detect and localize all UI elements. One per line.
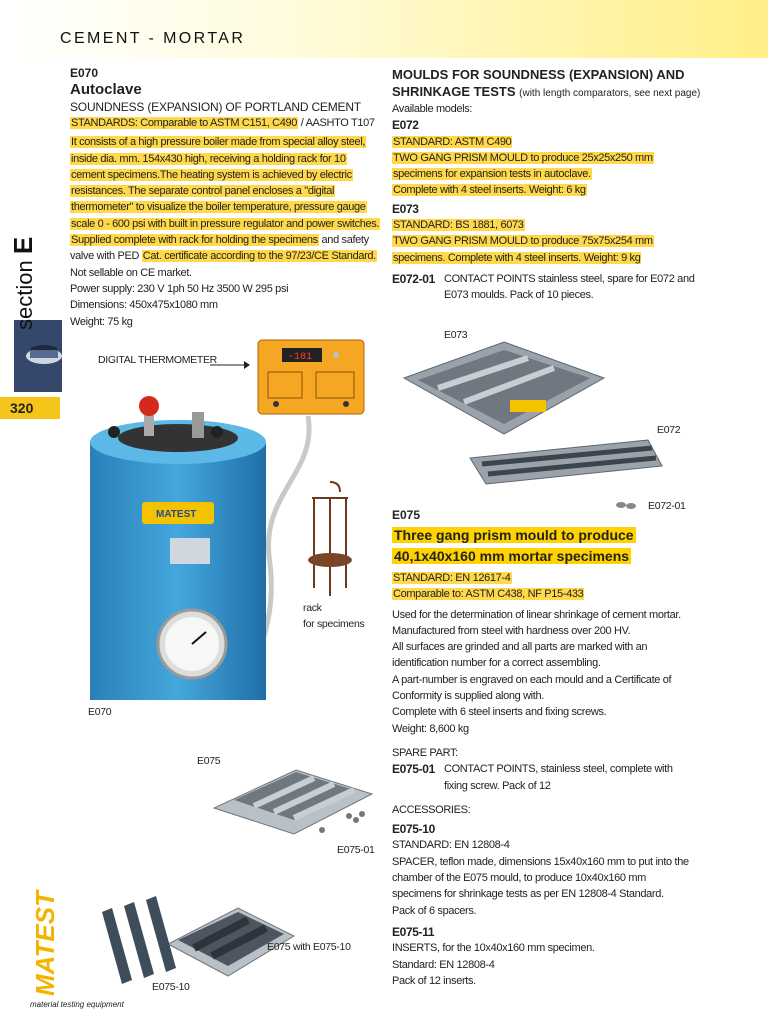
spare-part-heading: SPARE PART: [392,746,458,759]
power-supply: Power supply: 230 V 1ph 50 Hz 3500 W 295 psi [70,282,289,295]
moulds-heading-note: (with length comparators, see next page) [519,88,701,99]
e075-10-standard: STANDARD: EN 12808-4 [392,839,510,852]
not-sellable: Not sellable on CE market. [70,266,192,279]
e075-11-standard: Standard: EN 12808-4 [392,958,495,971]
e075-comparable: Comparable to: ASTM C438, NF P15-433 [393,588,584,601]
e072-code: E072 [392,118,419,133]
e075-10-pack: Pack of 6 spacers. [392,904,477,917]
product-code: E070 [70,66,99,80]
moulds-heading: MOULDS FOR SOUNDNESS (EXPANSION) AND [392,67,685,82]
ped-highlight: Cat. certificate according to the 97/23/CE Standard. [142,250,376,263]
description-highlight: It consists of a high pressure boiler made from special alloy steel, inside dia. mm. 154x430 high, receiving a holding rack for 10 cement specimens.The heating system is achieved by electric resistances. The separate control panel encloses a "digital thermometer" to visualize the boiler temperature, pressure gauge scale 0 - 600 psi with built in pressure regulator and power switches. Supplied complete with rack for holding the specimens [71,136,380,247]
e075-01-description: CONTACT POINTS, stainless steel, complete with fixing screw. Pack of 12 [444,763,673,792]
weight: Weight: 75 kg [70,315,133,328]
arrow-right-icon [210,360,250,370]
e072-complete: Complete with 4 steel inserts. Weight: 6 kg [393,184,586,197]
e075-desc-4: A part-number is engraved on each mould and a Certificate of Conformity is supplied along with. [392,673,672,703]
e075-desc-3: All surfaces are grinded and all parts are marked with an identification number for a correct assembling. [392,641,648,670]
e073-mould-image [398,338,608,438]
e075-standard: STANDARD: EN 12617-4 [393,572,511,584]
moulds-section [392,66,702,304]
section-thumbnail [14,320,62,392]
e072-01-image-label: E072-01 [648,500,686,512]
e072-mould-image [466,432,666,488]
section-letter: E [8,236,38,255]
e072-standard: STANDARD: ASTM C490 [393,135,512,148]
e075-01-image-label: E075-01 [337,844,375,856]
e075-code: E075 [392,508,421,522]
e072-01-description: CONTACT POINTS stainless steel, spare for E072 and E073 moulds. Pack of 10 pieces. [444,272,695,302]
e075-image-label: E075 [197,755,221,767]
thermometer-display: -181 [288,352,313,363]
e075-desc-5: Complete with 6 steel inserts and fixing screws. [392,706,607,719]
e075-weight: Weight: 8,600 kg [392,722,469,735]
e070-image-label: E070 [88,706,112,718]
e072-image-label: E072 [657,424,681,436]
e075-10-code: E075-10 [392,822,435,837]
e072-01-code: E072-01 [392,271,435,286]
e073-image-label: E073 [444,329,468,341]
accessories-heading: ACCESSORIES: [392,803,471,816]
dimensions: Dimensions: 450x475x1080 mm [70,299,218,312]
available-models: Available models: [392,103,473,115]
e075-11-pack: Pack of 12 inserts. [392,974,476,987]
e075-title: Three gang prism mould to produce 40,1x40x160 mm mortar specimens [394,527,634,564]
moulds-heading-line2: SHRINKAGE TESTS (with length comparators, see next page) [392,84,701,99]
description-rest: and safety valve with PED [70,234,369,263]
e070-description [70,115,382,330]
e075-desc-1: Used for the determination of linear shrinkage of cement mortar. [392,608,681,621]
e075-10-description: SPACER, teflon made, dimensions 15x40x160 mm to put into the chamber of the E075 mould, to produce 10x40x160 mm specimens for shrinkage tests as per EN 12808-4 Standard. [392,855,689,901]
standards-highlight: STANDARDS: Comparable to ASTM C151, C490 [71,117,298,129]
e075-with-spacers-image [98,852,298,988]
e072-01-row [392,271,702,304]
e075-11-description: INSERTS, for the 10x40x160 mm specimen. [392,942,595,955]
e073-description: TWO GANG PRISM MOULD to produce 75x75x254 mm specimens. Complete with 4 steel inserts. Weight: 9 kg [393,235,653,264]
moulds-body [392,101,702,304]
page-number: 320 [10,400,34,416]
e075-body [392,570,692,989]
autoclave-image [84,392,274,704]
brand-logo: MATEST [30,891,60,996]
rack-label: rack for specimens [303,602,365,630]
e075-mould-image [204,738,374,846]
e075-with-e075-10-label: E075 with E075-10 [267,941,351,953]
e075-01-row [392,761,692,794]
digital-thermometer-label: DIGITAL THERMOMETER [98,354,217,366]
e073-code: E073 [392,201,419,216]
section-label: section E [8,236,38,330]
brand-tagline: material testing equipment [30,1000,124,1009]
rack-image [300,478,360,604]
autoclave-brand-plate: MATEST [156,509,197,520]
e075-desc-2: Manufactured from steel with hardness over 200 HV. [392,624,631,637]
page-title: CEMENT - MORTAR [60,30,246,47]
e075-10-image-label: E075-10 [152,981,190,993]
e073-standard: STANDARD: BS 1881, 6073 [393,219,524,232]
e075-01-code: E075-01 [392,762,435,777]
header-band [0,0,768,58]
e075-11-code: E075-11 [392,924,435,939]
product-title: Autoclave [70,81,142,98]
e072-description: TWO GANG PRISM MOULD to produce 25x25x250 mm specimens for expansion tests in autoclave. [393,151,653,181]
product-subtitle: SOUNDNESS (EXPANSION) OF PORTLAND CEMENT [70,100,361,114]
standards-rest: / AASHTO T107 [298,117,375,129]
e070-section [70,66,382,330]
e075-section [392,508,692,989]
